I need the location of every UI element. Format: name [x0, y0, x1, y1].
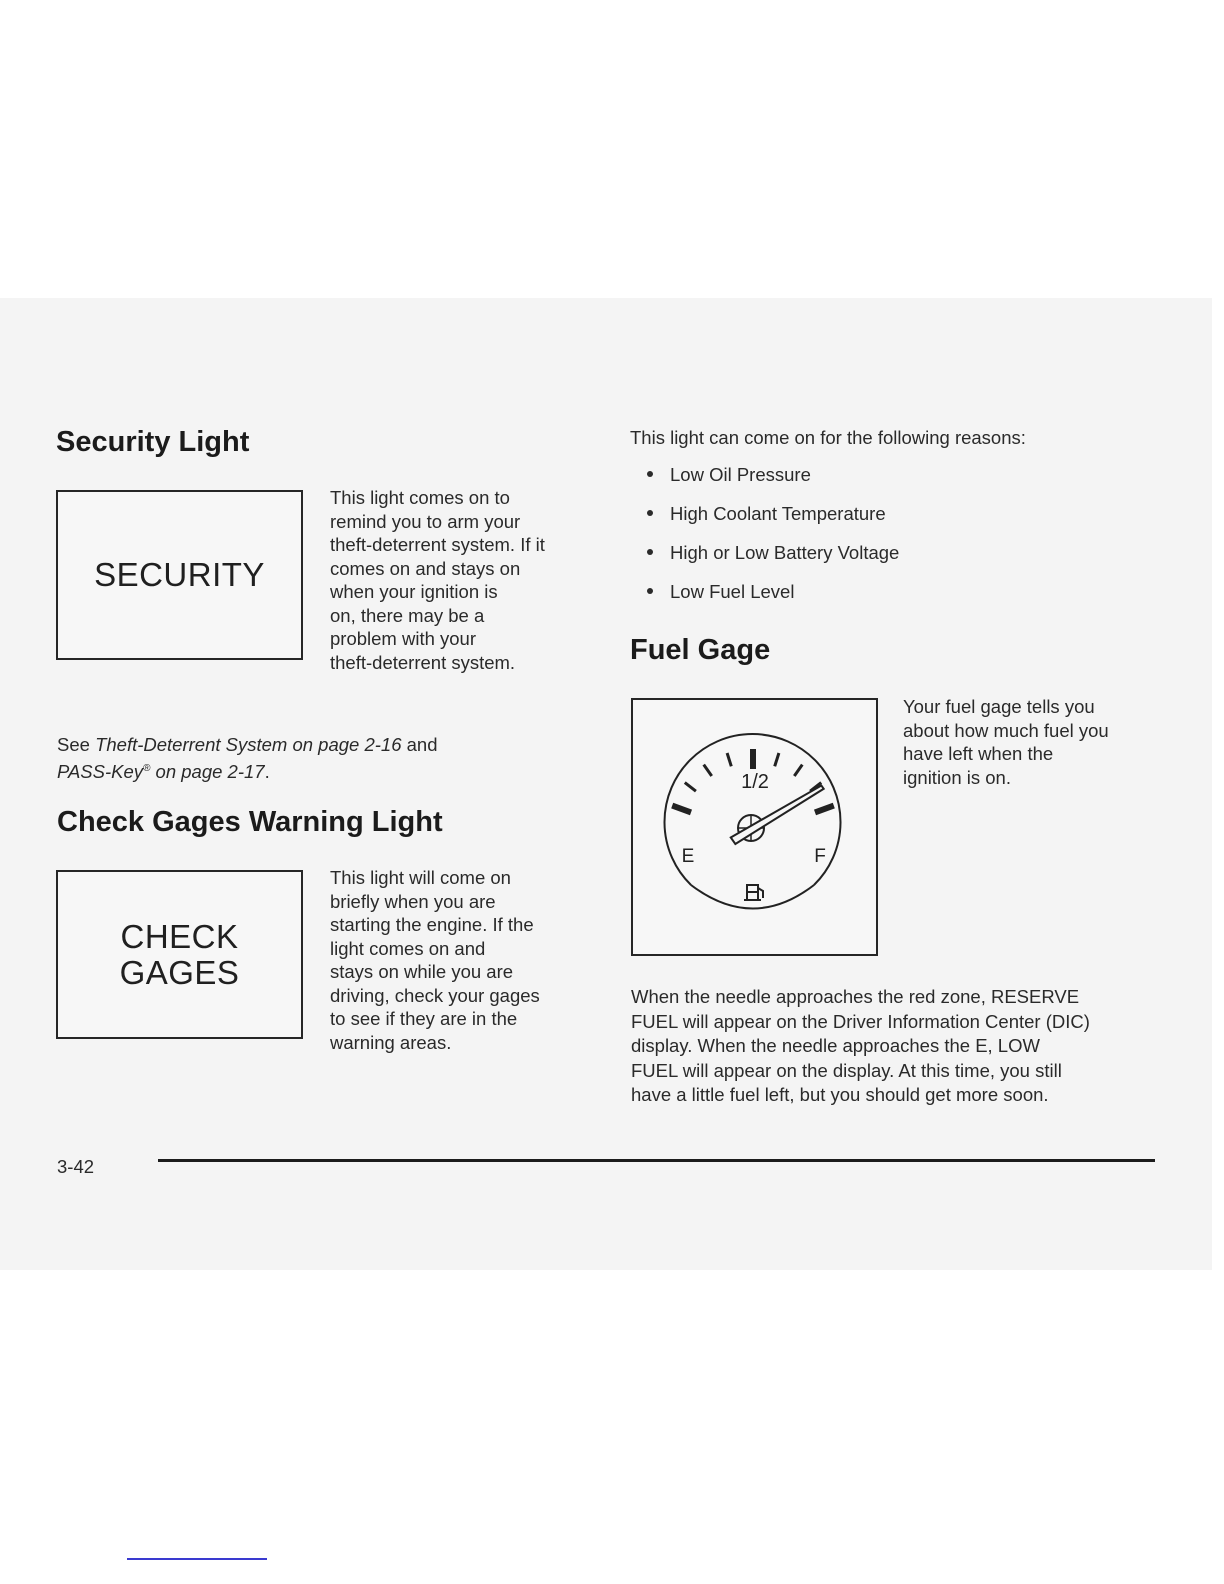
security-light-heading: Security Light [56, 426, 250, 458]
fuel-gage-heading: Fuel Gage [630, 634, 771, 666]
list-item [630, 580, 899, 619]
check-gages-description-line: to see if they are in the [330, 1008, 518, 1029]
see-suffix: . [264, 760, 270, 782]
dial-bottom-curve [691, 885, 814, 909]
security-description-line: theft-deterrent system. [330, 651, 516, 673]
check-gages-heading: Check Gages Warning Light [57, 806, 443, 838]
check-gages-description-line: light comes on and [330, 937, 486, 959]
check-gages-description [330, 866, 540, 1054]
fuel-gage-description-line: about how much fuel you [903, 719, 1109, 741]
security-description-line: comes on and stays on [330, 557, 521, 579]
fuel-gage-illustration [631, 698, 878, 956]
check-gages-description-line: stays on while you are [330, 961, 514, 982]
security-description-line: problem with your [330, 628, 477, 649]
reason-text: Low Oil Pressure [670, 464, 811, 485]
fuel-note-line: display. When the needle approaches the E, LOW [631, 1035, 1040, 1056]
bullet-icon [647, 510, 653, 516]
pass-key-reference-link[interactable] [57, 761, 265, 782]
bottom-link-underline [127, 1558, 267, 1560]
fuel-gage-dial [633, 700, 876, 954]
reason-text: Low Fuel Level [670, 581, 795, 602]
fuel-gage-description-line: Your fuel gage tells you [903, 696, 1095, 717]
check-gages-description-line: driving, check your gages [330, 984, 540, 1006]
check-gages-description-line: briefly when you are [330, 890, 496, 912]
security-see-also [57, 733, 438, 783]
reason-text: High or Low Battery Voltage [670, 542, 900, 563]
list-item [630, 502, 899, 541]
security-description-line: remind you to arm your [330, 510, 521, 532]
reasons-list [630, 463, 899, 619]
fuel-gage-note [631, 985, 1090, 1108]
registered-mark: ® [143, 762, 151, 774]
dial-tick [672, 806, 691, 813]
bullet-icon [647, 471, 653, 477]
dial-tick [685, 783, 696, 792]
fuel-pump-icon [744, 885, 763, 900]
fuel-note-line: FUEL will appear on the display. At this time, you still [631, 1059, 1062, 1081]
security-description-line: on, there may be a [330, 604, 485, 626]
see-prefix: See [57, 734, 96, 755]
security-description [330, 486, 545, 674]
security-description-line: when your ignition is [330, 581, 498, 602]
see-conjunction: and [401, 734, 438, 755]
pass-key-name: PASS-Key [57, 760, 144, 782]
fuel-gage-description-line: ignition is on. [903, 766, 1011, 788]
dial-tick [727, 753, 731, 766]
half-label: 1/2 [741, 771, 769, 793]
empty-label: E [681, 846, 695, 867]
list-item [630, 541, 899, 580]
check-gages-description-line: starting the engine. If the [330, 914, 534, 935]
theft-deterrent-reference-link[interactable]: Theft-Deterrent System on page 2-16 [95, 734, 402, 755]
check-gages-lamp-line2: GAGES [119, 953, 240, 991]
list-item [630, 463, 899, 502]
check-gages-lamp-box [56, 870, 303, 1039]
reasons-intro: This light can come on for the following reasons: [630, 427, 1026, 448]
fuel-note-line: When the needle approaches the red zone, RESERVE [631, 986, 1080, 1007]
full-label: F [814, 846, 826, 867]
pass-key-page: on page 2-17 [150, 760, 265, 782]
dial-tick [815, 806, 834, 813]
dial-tick [704, 765, 712, 776]
fuel-gage-description [903, 695, 1109, 789]
dial-tick [775, 753, 779, 766]
security-lamp-label: SECURITY [94, 556, 265, 593]
security-description-line: This light comes on to [330, 487, 510, 508]
check-gages-description-line: warning areas. [330, 1031, 452, 1053]
check-gages-description-line: This light will come on [330, 867, 511, 888]
bullet-icon [647, 549, 653, 555]
dial-tick [794, 765, 802, 776]
footer-rule [158, 1159, 1155, 1162]
security-description-line: theft-deterrent system. If it [330, 534, 545, 555]
check-gages-lamp-line1: CHECK [120, 917, 239, 955]
bullet-icon [647, 588, 653, 594]
fuel-note-line: FUEL will appear on the Driver Information Center (DIC) [631, 1010, 1090, 1032]
page-number: 3-42 [57, 1156, 95, 1177]
fuel-note-line: have a little fuel left, but you should get more soon. [631, 1084, 1049, 1105]
fuel-gage-description-line: have left when the [903, 743, 1054, 764]
reason-text: High Coolant Temperature [670, 503, 886, 524]
security-lamp-box [56, 490, 303, 660]
